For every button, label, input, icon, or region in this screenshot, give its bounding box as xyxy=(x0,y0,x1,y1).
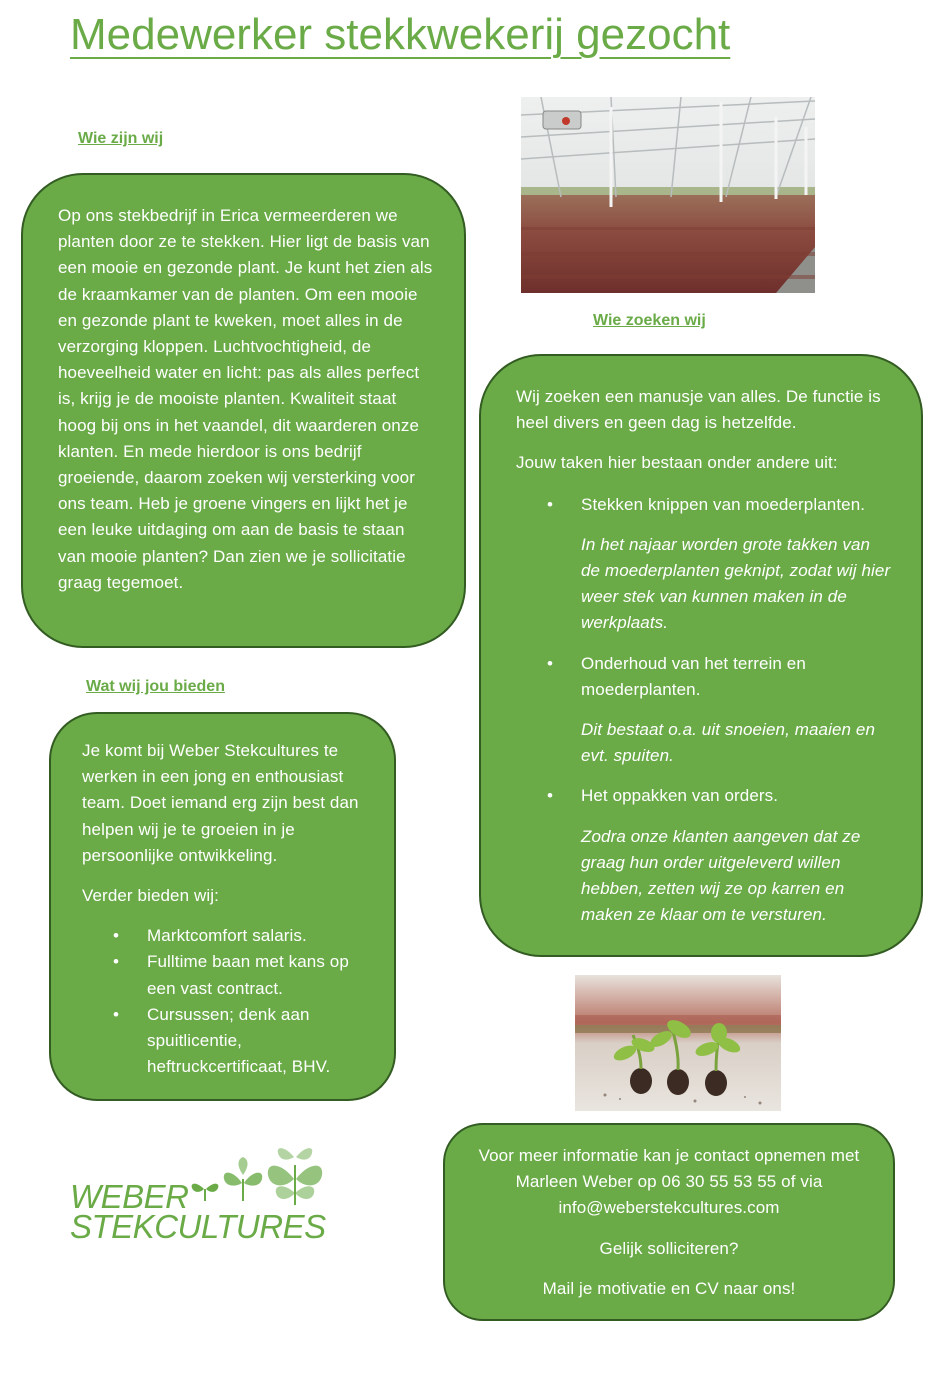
task-list xyxy=(581,492,893,929)
offer-intro: Je komt bij Weber Stekcultures te werken in een jong en enthousiast team. Doet iemand erg zijn best dan helpen wij je te groeien in je persoonlijke ontwikkeling. xyxy=(82,741,359,865)
task-title: Stekken knippen van moederplanten. xyxy=(581,494,866,514)
tasks-intro: Jouw taken hier bestaan onder andere uit: xyxy=(516,453,838,473)
greenhouse-photo xyxy=(521,97,815,293)
list-item xyxy=(581,783,893,928)
list-item xyxy=(581,651,893,770)
seedlings-photo xyxy=(575,975,781,1111)
who-we-are-text: Op ons stekbedrijf in Erica vermeerderen we planten door ze te stekken. Hier ligt de basis van een mooie en gezonde plant. Je kunt het zien als de kraamkamer van de planten. Om een mooie en gezonde plant te kweken, moet alles in de verzorging kloppen. Luchtvochtigheid, de hoeveelheid water en licht: pas als alles perfect is, krijg je de mooiste planten. Kwaliteit staat hoog bij ons in het vaandel, dit waarderen onze klanten. En mede hierdoor is ons bedrijf groeiende, daarom zoeken wij versterking voor ons team. Heb je groene vingers en lijkt het je een leuke uitdaging om aan de basis te staan van mooie planten? Dan zien we je sollicitatie graag tegemoet. xyxy=(58,206,433,592)
contact-text: Voor meer informatie kan je contact opnemen met Marleen Weber op 06 30 55 53 55 of via info@weberstekcultures.com xyxy=(478,1146,860,1218)
logo-line-2: STEKCULTURES xyxy=(70,1208,326,1245)
who-we-seek-heading: Wie zoeken wij xyxy=(593,312,706,329)
list-item: • Cursussen; denk aan spuitlicentie, heftruckcertificaat, BHV. xyxy=(147,1002,370,1081)
task-title: Het oppakken van orders. xyxy=(581,786,779,806)
task-title: Onderhoud van het terrein en moederplanten. xyxy=(581,653,806,699)
task-detail: In het najaar worden grote takken van de moederplanten geknipt, zodat wij hier weer stek van kunnen maken in de werkplaats. xyxy=(581,534,891,633)
task-detail: Dit bestaat o.a. uit snoeien, maaien en evt. spuiten. xyxy=(581,720,876,766)
offer-list xyxy=(147,923,370,1080)
who-we-seek-intro: Wij zoeken een manusje van alles. De functie is heel divers en geen dag is hetzelfde. xyxy=(516,387,881,433)
who-we-seek-box xyxy=(479,354,923,957)
who-we-are-box xyxy=(21,173,466,648)
offer-more: Verder bieden wij: xyxy=(82,886,219,906)
who-we-are-heading: Wie zijn wij xyxy=(78,130,164,147)
list-item xyxy=(581,492,893,637)
page-title: Medewerker stekkwekerij gezocht xyxy=(70,10,731,59)
contact-box xyxy=(443,1123,895,1321)
task-detail: Zodra onze klanten aangeven dat ze graag hun order uitgeleverd willen hebben, zetten wij ze op karren en maken ze klaar om te versturen. xyxy=(581,826,861,925)
logo-line-1: WEBER xyxy=(70,1178,189,1215)
what-we-offer-box xyxy=(49,712,396,1101)
what-we-offer-heading: Wat wij jou bieden xyxy=(86,678,225,695)
contact-cta-detail: Mail je motivatie en CV naar ons! xyxy=(542,1278,796,1298)
list-item: • Marktcomfort salaris. xyxy=(147,923,370,949)
list-item: • Fulltime baan met kans op een vast contract. xyxy=(147,949,370,1001)
company-logo xyxy=(70,1135,330,1245)
contact-cta: Gelijk solliciteren? xyxy=(599,1238,739,1258)
